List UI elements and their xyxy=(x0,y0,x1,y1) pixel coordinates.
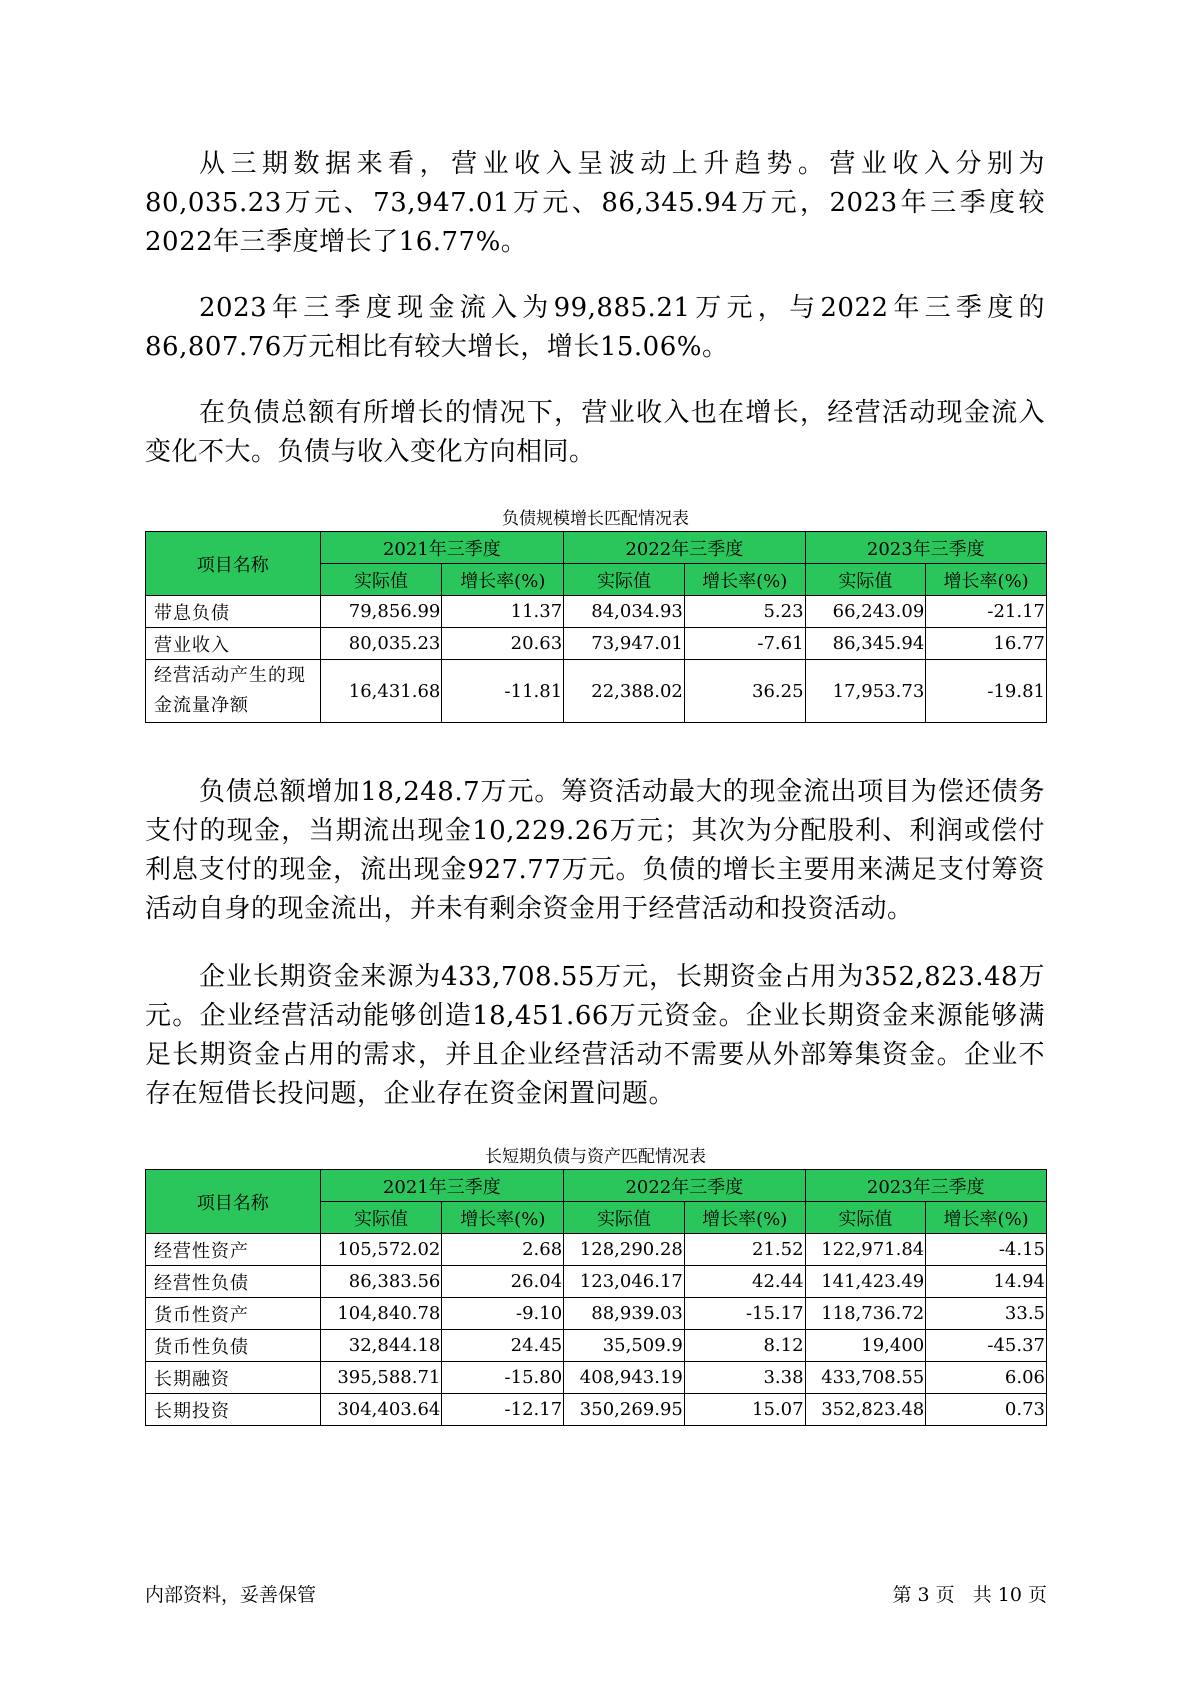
row-name: 长期投资 xyxy=(146,1394,321,1426)
table-row xyxy=(146,1362,1047,1394)
row-name: 经营性负债 xyxy=(146,1266,321,1298)
table2-caption: 长短期负债与资产匹配情况表 xyxy=(485,1147,706,1167)
table-row xyxy=(146,1266,1047,1298)
growth-2021: 24.45 xyxy=(442,1330,564,1362)
value-2023: 86,345.94 xyxy=(805,628,926,660)
table-row xyxy=(146,596,1047,628)
table1-header-growth: 增长率(%) xyxy=(442,564,564,596)
value-2022: 123,046.17 xyxy=(564,1266,685,1298)
table1-header-2022: 2022年三季度 xyxy=(564,532,805,564)
value-2021: 86,383.56 xyxy=(320,1266,442,1298)
table2-header-item: 项目名称 xyxy=(146,1170,321,1234)
value-2021: 104,840.78 xyxy=(320,1298,442,1330)
growth-2022: 8.12 xyxy=(684,1330,805,1362)
growth-2022: 5.23 xyxy=(684,596,805,628)
table-row xyxy=(146,1234,1047,1266)
row-name: 长期融资 xyxy=(146,1362,321,1394)
value-2023: 352,823.48 xyxy=(805,1394,926,1426)
table1-header-actual: 实际值 xyxy=(320,564,442,596)
table1-header-growth: 增长率(%) xyxy=(684,564,805,596)
debt-scale-table xyxy=(145,531,1047,723)
table1-header-2021: 2021年三季度 xyxy=(320,532,564,564)
growth-2021: 20.63 xyxy=(442,628,564,660)
growth-2023: 6.06 xyxy=(926,1362,1047,1394)
footer-page-number: 第 3 页 共 10 页 xyxy=(892,1584,1047,1606)
growth-2021: 11.37 xyxy=(442,596,564,628)
debt-asset-matching-table xyxy=(145,1169,1047,1426)
growth-2021: -11.81 xyxy=(442,660,564,723)
value-2022: 73,947.01 xyxy=(564,628,685,660)
growth-2022: 3.38 xyxy=(684,1362,805,1394)
row-name: 营业收入 xyxy=(146,628,321,660)
value-2021: 395,588.71 xyxy=(320,1362,442,1394)
table2-header-actual: 实际值 xyxy=(564,1202,685,1234)
value-2022: 84,034.93 xyxy=(564,596,685,628)
table1-header-growth: 增长率(%) xyxy=(926,564,1047,596)
paragraph-debt-revenue: 在负债总额有所增长的情况下，营业收入也在增长，经营活动现金流入变化不大。负债与收入变化方向相同。 xyxy=(145,398,1045,467)
value-2023: 433,708.55 xyxy=(805,1362,926,1394)
paragraph-long-term-funds: 企业长期资金来源为433,708.55万元，长期资金占用为352,823.48万元。企业经营活动能够创造18,451.66万元资金。企业长期资金来源能够满足长期资金占用的需求，并且企业经营活动不需要从外部筹集资金。企业不存在短借长投问题，企业存在资金闲置问题。 xyxy=(145,962,1045,1109)
row-name: 带息负债 xyxy=(146,596,321,628)
value-2023: 118,736.72 xyxy=(805,1298,926,1330)
growth-2023: 33.5 xyxy=(926,1298,1047,1330)
value-2021: 16,431.68 xyxy=(320,660,442,723)
table2-header-growth: 增长率(%) xyxy=(684,1202,805,1234)
table1-caption: 负债规模增长匹配情况表 xyxy=(502,509,689,529)
growth-2023: -21.17 xyxy=(926,596,1047,628)
value-2021: 79,856.99 xyxy=(320,596,442,628)
table1-header-2023: 2023年三季度 xyxy=(805,532,1046,564)
table2-header-2021: 2021年三季度 xyxy=(320,1170,564,1202)
table-row xyxy=(146,1298,1047,1330)
growth-2021: 2.68 xyxy=(442,1234,564,1266)
value-2021: 304,403.64 xyxy=(320,1394,442,1426)
table1-header-actual: 实际值 xyxy=(805,564,926,596)
row-name: 经营性资产 xyxy=(146,1234,321,1266)
paragraph-cash-inflow: 2023年三季度现金流入为99,885.21万元，与2022年三季度的86,807.76万元相比有较大增长，增长15.06%。 xyxy=(145,293,1045,362)
table2-header-2023: 2023年三季度 xyxy=(805,1170,1046,1202)
paragraph-revenue-trend: 从三期数据来看，营业收入呈波动上升趋势。营业收入分别为80,035.23万元、73,947.01万元、86,345.94万元，2023年三季度较2022年三季度增长了16.77%。 xyxy=(145,149,1045,257)
table2-header-actual: 实际值 xyxy=(320,1202,442,1234)
value-2023: 122,971.84 xyxy=(805,1234,926,1266)
table2-header-row-periods xyxy=(146,1170,1047,1202)
value-2023: 17,953.73 xyxy=(805,660,926,723)
table1-header-item: 项目名称 xyxy=(146,532,321,596)
growth-2021: -12.17 xyxy=(442,1394,564,1426)
table2-header-actual: 实际值 xyxy=(805,1202,926,1234)
value-2022: 128,290.28 xyxy=(564,1234,685,1266)
table-row xyxy=(146,660,1047,723)
value-2022: 22,388.02 xyxy=(564,660,685,723)
growth-2023: -4.15 xyxy=(926,1234,1047,1266)
row-name: 货币性资产 xyxy=(146,1298,321,1330)
value-2021: 80,035.23 xyxy=(320,628,442,660)
growth-2021: -15.80 xyxy=(442,1362,564,1394)
growth-2023: 16.77 xyxy=(926,628,1047,660)
value-2023: 141,423.49 xyxy=(805,1266,926,1298)
growth-2022: 42.44 xyxy=(684,1266,805,1298)
paragraph-debt-increase: 负债总额增加18,248.7万元。筹资活动最大的现金流出项目为偿还债务支付的现金，当期流出现金10,229.26万元；其次为分配股利、利润或偿付利息支付的现金，流出现金927.77万元。负债的增长主要用来满足支付筹资活动自身的现金流出，并未有剩余资金用于经营活动和投资活动。 xyxy=(145,777,1045,924)
row-name: 货币性负债 xyxy=(146,1330,321,1362)
table2-header-2022: 2022年三季度 xyxy=(564,1170,805,1202)
table1-header-actual: 实际值 xyxy=(564,564,685,596)
growth-2021: 26.04 xyxy=(442,1266,564,1298)
value-2023: 66,243.09 xyxy=(805,596,926,628)
growth-2023: -45.37 xyxy=(926,1330,1047,1362)
growth-2022: -15.17 xyxy=(684,1298,805,1330)
row-name: 经营活动产生的现金流量净额 xyxy=(146,660,321,723)
growth-2022: 21.52 xyxy=(684,1234,805,1266)
value-2022: 408,943.19 xyxy=(564,1362,685,1394)
growth-2023: 0.73 xyxy=(926,1394,1047,1426)
growth-2021: -9.10 xyxy=(442,1298,564,1330)
table1-header-row-periods xyxy=(146,532,1047,564)
table2-header-growth: 增长率(%) xyxy=(926,1202,1047,1234)
table-row xyxy=(146,628,1047,660)
growth-2023: -19.81 xyxy=(926,660,1047,723)
value-2021: 32,844.18 xyxy=(320,1330,442,1362)
value-2022: 35,509.9 xyxy=(564,1330,685,1362)
value-2023: 19,400 xyxy=(805,1330,926,1362)
table-row xyxy=(146,1330,1047,1362)
growth-2022: 15.07 xyxy=(684,1394,805,1426)
growth-2022: -7.61 xyxy=(684,628,805,660)
value-2022: 88,939.03 xyxy=(564,1298,685,1330)
table-row xyxy=(146,1394,1047,1426)
table2-header-growth: 增长率(%) xyxy=(442,1202,564,1234)
value-2022: 350,269.95 xyxy=(564,1394,685,1426)
footer-confidential-note: 内部资料，妥善保管 xyxy=(145,1584,317,1606)
growth-2022: 36.25 xyxy=(684,660,805,723)
growth-2023: 14.94 xyxy=(926,1266,1047,1298)
value-2021: 105,572.02 xyxy=(320,1234,442,1266)
